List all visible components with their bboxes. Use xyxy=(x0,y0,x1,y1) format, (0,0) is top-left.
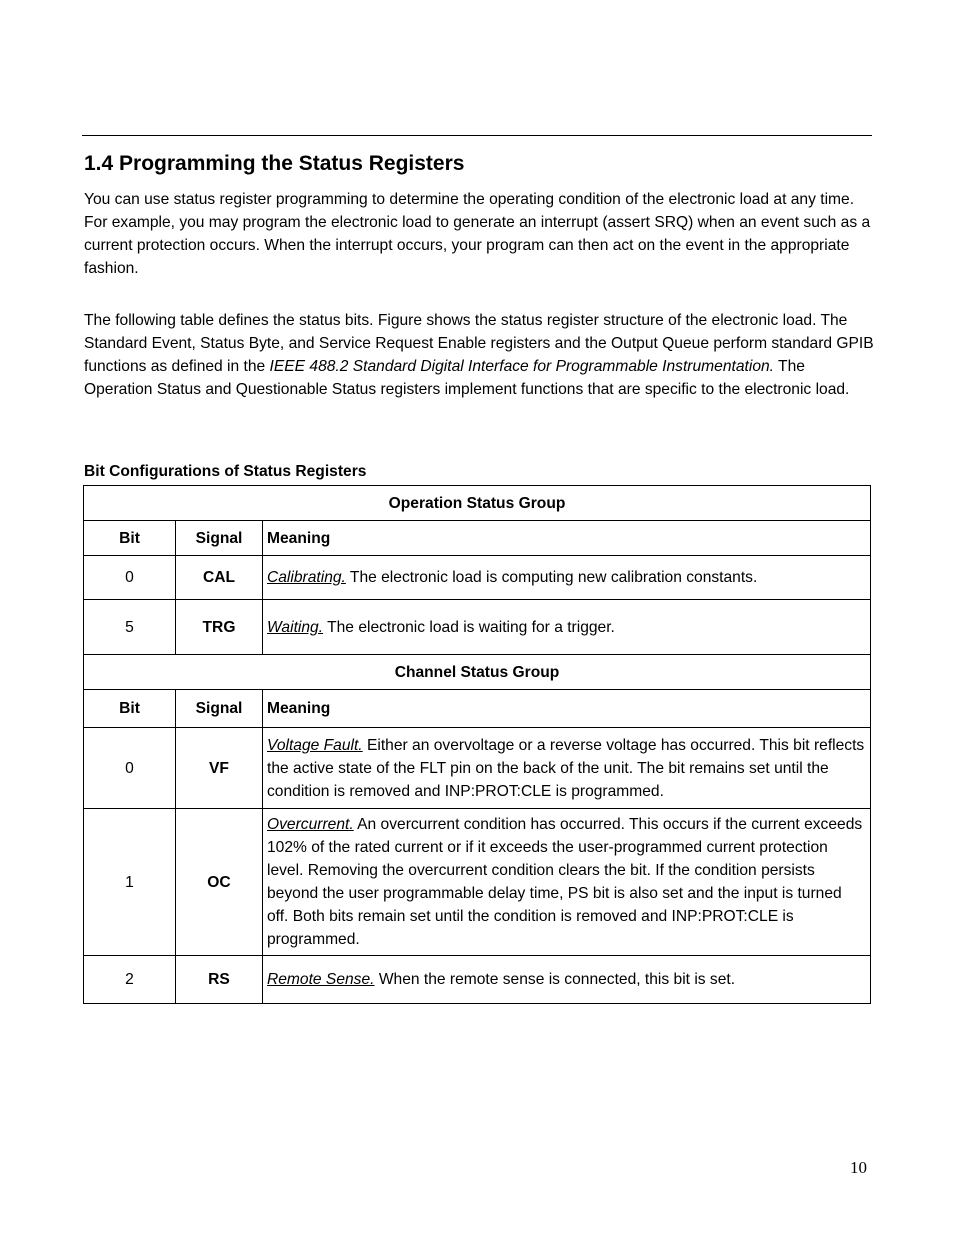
table-caption: Bit Configurations of Status Registers xyxy=(84,463,367,480)
status-bits-table xyxy=(83,485,871,1004)
section-title: 1.4 Programming the Status Registers xyxy=(84,152,465,175)
table-row xyxy=(84,809,871,956)
column-header-bit: Bit xyxy=(84,521,176,556)
meaning-term: Calibrating. xyxy=(267,569,346,586)
description-text-b: The Operation Status and Questionable Status registers implement functions that are specific to the electronic load. xyxy=(84,358,850,398)
column-header-meaning: Meaning xyxy=(263,690,871,728)
table-row xyxy=(84,556,871,600)
column-header-row xyxy=(84,690,871,728)
column-header-meaning: Meaning xyxy=(263,521,871,556)
meaning-term: Remote Sense. xyxy=(267,971,375,988)
column-header-bit: Bit xyxy=(84,690,176,728)
meaning-cell xyxy=(263,728,871,809)
bit-cell: 0 xyxy=(84,728,176,809)
signal-cell: CAL xyxy=(176,556,263,600)
meaning-term: Overcurrent. xyxy=(267,816,354,833)
table-row xyxy=(84,956,871,1004)
bit-cell: 5 xyxy=(84,600,176,655)
group-title: Operation Status Group xyxy=(84,486,871,521)
group-title: Channel Status Group xyxy=(84,655,871,690)
meaning-term: Voltage Fault. xyxy=(267,736,363,754)
page-number: 10 xyxy=(850,1158,867,1177)
header-rule xyxy=(82,135,872,136)
bit-cell: 0 xyxy=(84,556,176,600)
meaning-text: An overcurrent condition has occurred. This occurs if the current exceeds 102% of the rated current or if it exceeds the user-programmed current protection level. Removing the overcurrent condition clears the bit. If the condition persists beyond the user programmable delay time, PS bit is also set and the input is turned off. Both bits remain set until the condition is removed and INP:PROT:CLE is programmed. xyxy=(267,816,863,948)
meaning-cell xyxy=(263,600,871,655)
signal-cell: RS xyxy=(176,956,263,1004)
meaning-text: The electronic load is waiting for a trigger. xyxy=(323,618,615,636)
signal-cell: VF xyxy=(176,728,263,809)
intro-paragraph: You can use status register programming to determine the operating condition of the electronic load at any time. For example, you may program the electronic load to generate an interrupt (assert SRQ) when an event such as a current protection occurs. When the interrupt occurs, your program can then act on the event in the appropriate fashion. xyxy=(84,191,871,277)
group-header-row xyxy=(84,655,871,690)
table-row xyxy=(84,728,871,809)
group-header-row xyxy=(84,486,871,521)
meaning-term: Waiting. xyxy=(267,618,324,636)
meaning-cell xyxy=(263,556,871,600)
meaning-cell xyxy=(263,809,871,956)
signal-cell: OC xyxy=(176,809,263,956)
meaning-text: The electronic load is computing new calibration constants. xyxy=(345,569,758,586)
meaning-text: Either an overvoltage or a reverse voltage has occurred. This bit reflects the active state of the FLT pin on the back of the unit. The bit remains set until the condition is removed and INP:PROT:CLE is programmed. xyxy=(267,736,865,800)
standard-reference: IEEE 488.2 Standard Digital Interface for Programmable Instrumentation. xyxy=(269,358,774,375)
bit-cell: 1 xyxy=(84,809,176,956)
meaning-text: When the remote sense is connected, this bit is set. xyxy=(374,971,736,988)
signal-cell: TRG xyxy=(176,600,263,655)
meaning-cell xyxy=(263,956,871,1004)
description-text-a: The following table defines the status bits. Figure shows the status register structure of the electronic load. The Standard Event, Status Byte, and Service Request Enable registers and the Output Queue perform standard GPIB functions as defined in the xyxy=(84,312,874,375)
bit-cell: 2 xyxy=(84,956,176,1004)
column-header-row xyxy=(84,521,871,556)
column-header-signal: Signal xyxy=(176,690,263,728)
column-header-signal: Signal xyxy=(176,521,263,556)
table-row xyxy=(84,600,871,655)
description-paragraph xyxy=(84,309,874,401)
